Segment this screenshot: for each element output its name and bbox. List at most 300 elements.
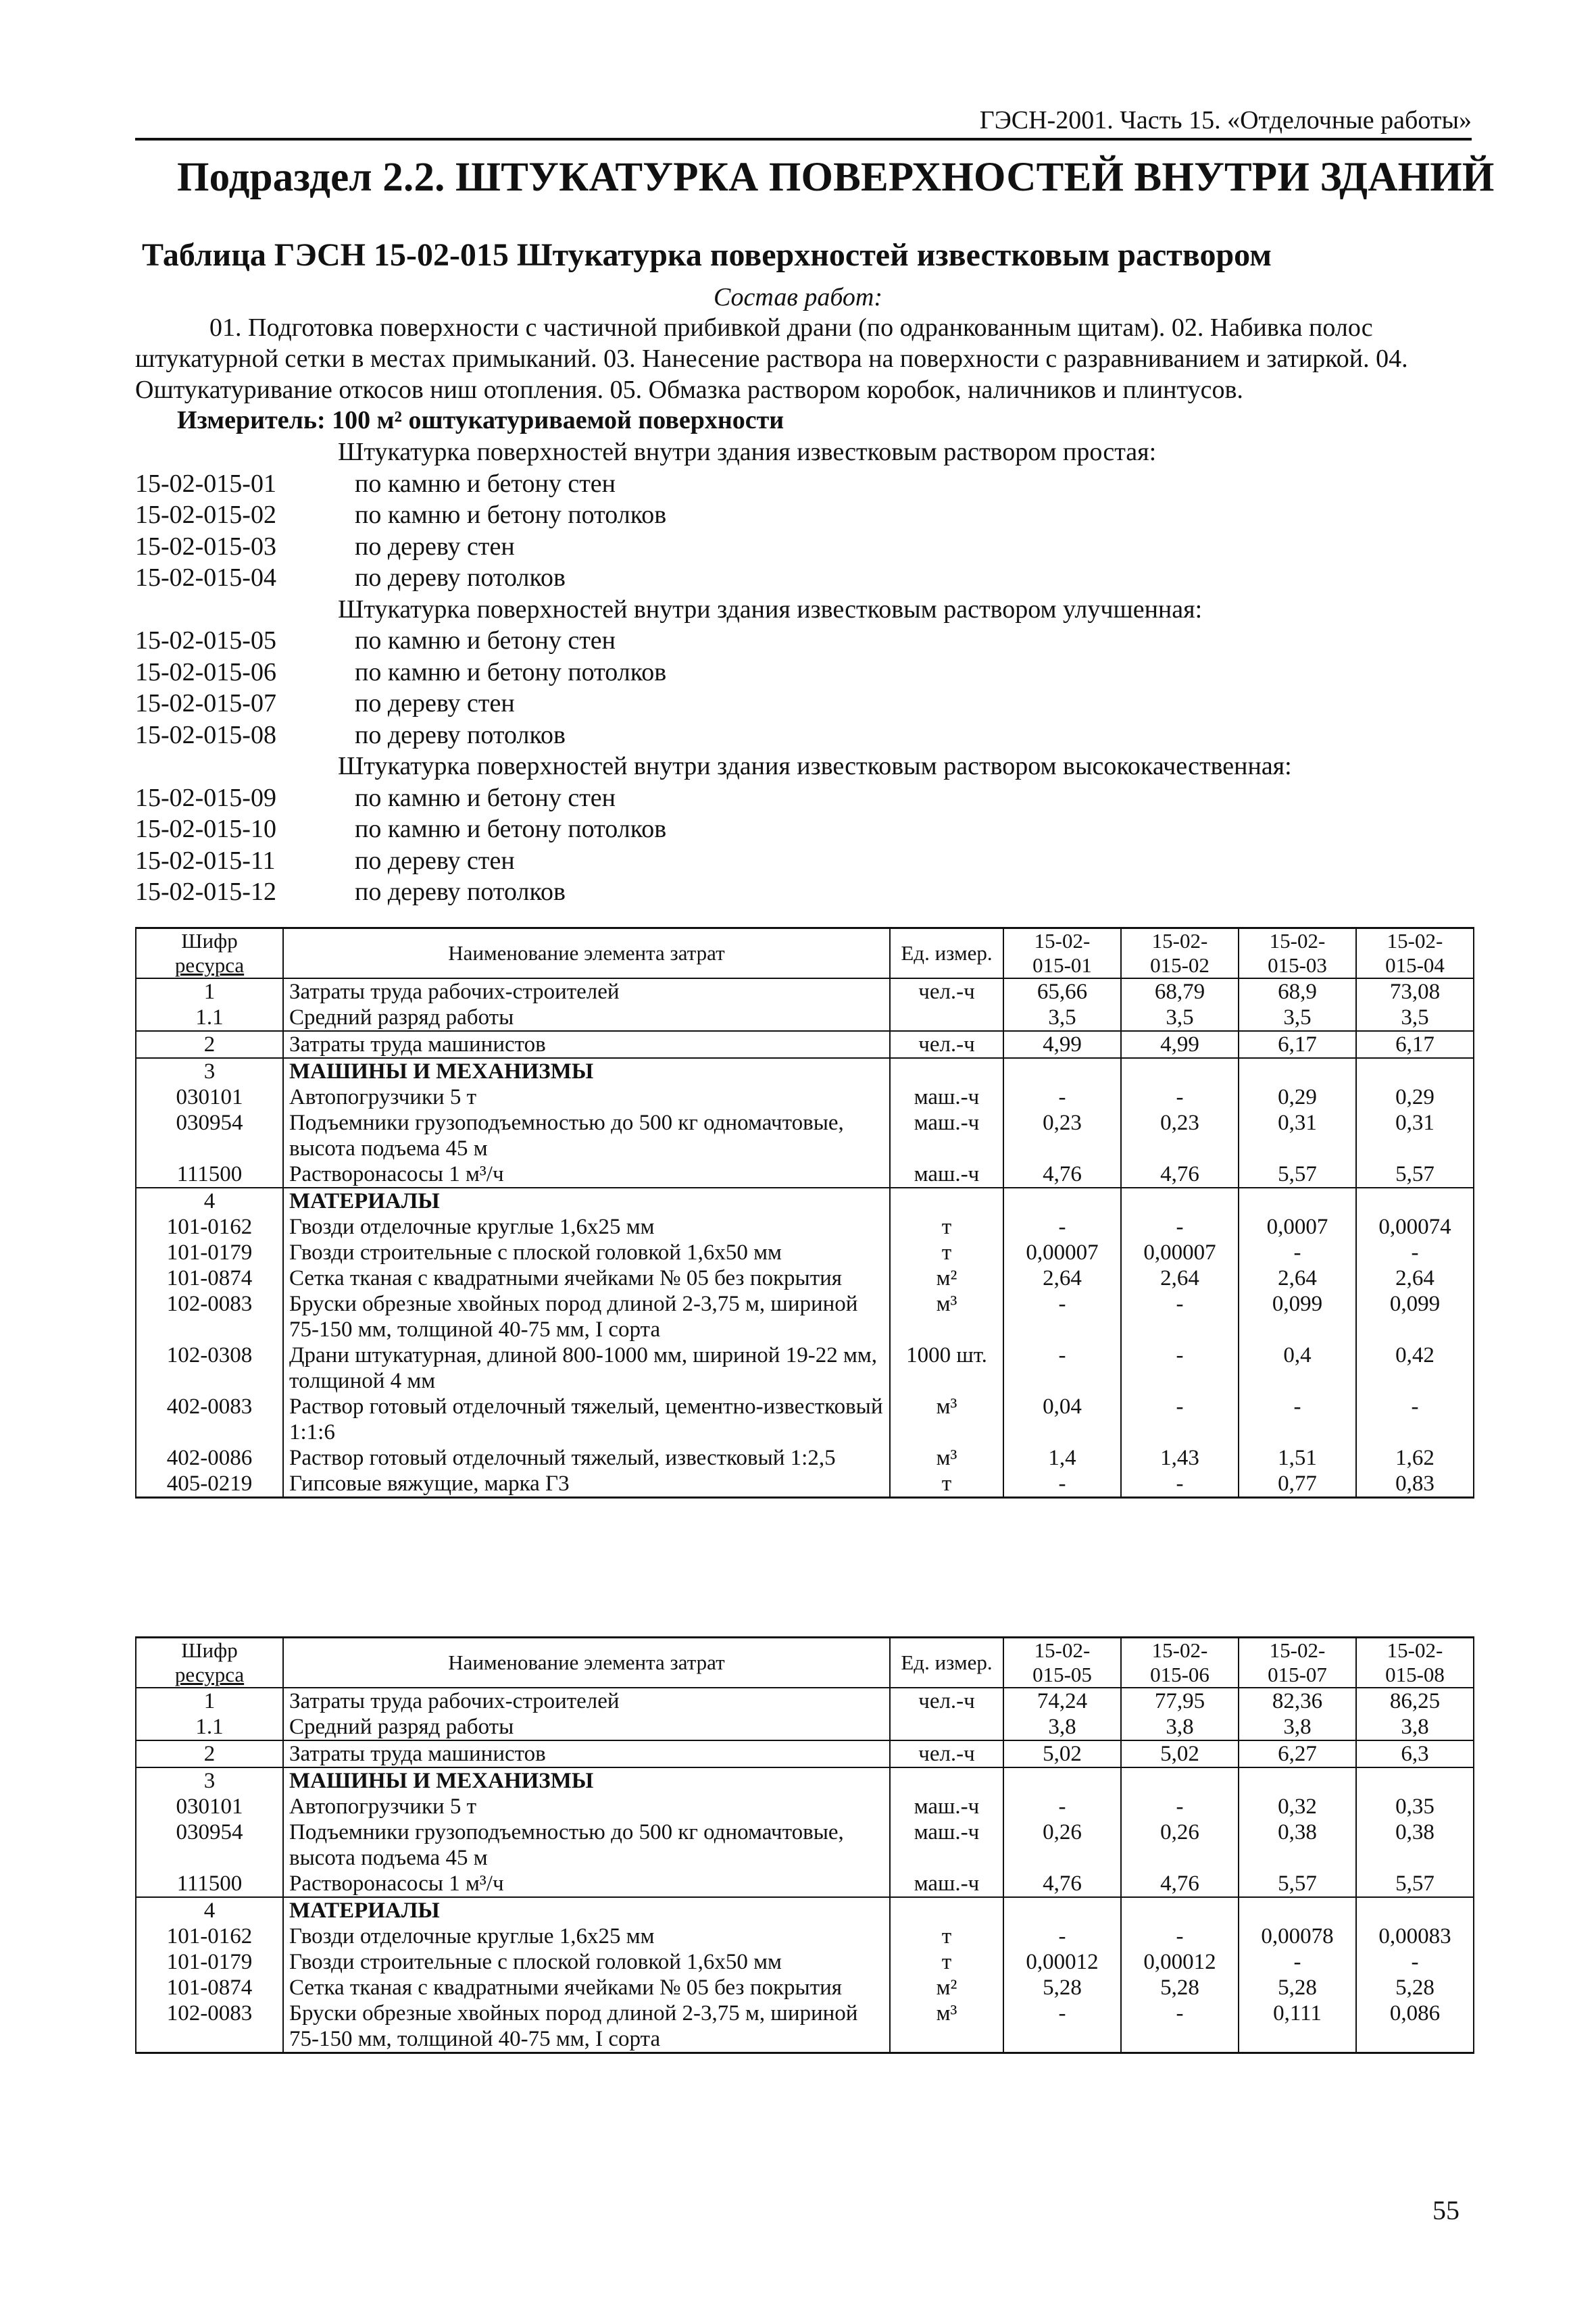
- resource-unit: [890, 1058, 1003, 1084]
- resource-value: 82,36: [1239, 1688, 1356, 1714]
- norm-code-part: 015-01: [1032, 953, 1092, 977]
- resource-unit: м³: [890, 1291, 1003, 1342]
- resource-value: [1003, 1767, 1121, 1794]
- resource-value: 0,26: [1121, 1819, 1239, 1871]
- norm-code-part: 015-02: [1150, 953, 1210, 977]
- resource-value: 0,31: [1239, 1110, 1356, 1161]
- group-heading: Штукатурка поверхностей внутри здания известковым раствором улучшенная:: [338, 595, 1203, 624]
- resource-value: [1239, 1897, 1356, 1923]
- code-list-item: [135, 782, 1472, 814]
- resource-unit: т: [890, 1923, 1003, 1949]
- resource-value: [1121, 1767, 1239, 1794]
- resource-unit: маш.-ч: [890, 1871, 1003, 1897]
- resource-value: -: [1003, 2001, 1121, 2053]
- resource-value: 3,8: [1003, 1714, 1121, 1740]
- norm-code-part: 15-02-: [1034, 929, 1091, 953]
- resource-value: 2,64: [1003, 1265, 1121, 1291]
- header-unit: Ед. измер.: [890, 928, 1003, 979]
- resource-code: 111500: [136, 1161, 283, 1188]
- norm-code-part: 15-02-: [1151, 1638, 1208, 1662]
- header-code-line1: Шифр: [181, 929, 238, 953]
- resource-value: [1356, 1188, 1474, 1214]
- header-norm-code: [1356, 1638, 1474, 1688]
- resource-value: -: [1239, 1394, 1356, 1445]
- resource-value: -: [1003, 1923, 1121, 1949]
- resource-value: 5,28: [1003, 1975, 1121, 2001]
- table-row: [136, 1005, 1474, 1031]
- code-list-item: [135, 688, 1472, 720]
- resource-name: Бруски обрезные хвойных пород длиной 2-3,75 м, шириной 75-150 мм, толщиной 40-75 мм, I сорта: [283, 1291, 890, 1342]
- works-description: [135, 312, 1472, 405]
- resource-value: 86,25: [1356, 1688, 1474, 1714]
- resource-value: 0,111: [1239, 2001, 1356, 2053]
- table-row: [136, 1471, 1474, 1498]
- resource-value: 1,51: [1239, 1445, 1356, 1471]
- resource-code: 030954: [136, 1819, 283, 1871]
- resource-name: Гвозди отделочные круглые 1,6х25 мм: [283, 1214, 890, 1240]
- table-row: [136, 1897, 1474, 1923]
- code-list-item: [135, 562, 1472, 594]
- header-name: Наименование элемента затрат: [283, 928, 890, 979]
- resource-value: 4,76: [1121, 1161, 1239, 1188]
- resource-value: 0,26: [1003, 1819, 1121, 1871]
- header-norm-code: [1239, 1638, 1356, 1688]
- resource-code: 102-0083: [136, 1291, 283, 1342]
- resource-unit: [890, 1188, 1003, 1214]
- resource-unit: м²: [890, 1975, 1003, 2001]
- code-list-item: [135, 499, 1472, 531]
- norm-code-part: 015-04: [1385, 953, 1445, 977]
- resource-name: МАШИНЫ И МЕХАНИЗМЫ: [283, 1058, 890, 1084]
- resource-value: -: [1356, 1394, 1474, 1445]
- resource-name: Автопогрузчики 5 т: [283, 1084, 890, 1110]
- resource-value: 0,23: [1003, 1110, 1121, 1161]
- resource-name: МАТЕРИАЛЫ: [283, 1897, 890, 1923]
- resource-value: 5,57: [1239, 1161, 1356, 1188]
- table-row: [136, 1871, 1474, 1897]
- resource-value: -: [1121, 1084, 1239, 1110]
- resource-code: 030954: [136, 1110, 283, 1161]
- item-description: по камню и бетону стен: [355, 783, 616, 812]
- resource-name: Средний разряд работы: [283, 1005, 890, 1031]
- resource-value: -: [1356, 1949, 1474, 1975]
- running-header: ГЭСН-2001. Часть 15. «Отделочные работы»: [979, 106, 1472, 134]
- resource-code: 101-0162: [136, 1214, 283, 1240]
- resource-unit: т: [890, 1240, 1003, 1265]
- item-code: 15-02-015-06: [135, 657, 276, 686]
- resource-unit: маш.-ч: [890, 1794, 1003, 1819]
- resource-unit: маш.-ч: [890, 1161, 1003, 1188]
- resource-table-1: [135, 927, 1474, 1499]
- resource-code: 402-0083: [136, 1394, 283, 1445]
- item-description: по дереву потолков: [355, 878, 566, 906]
- header-rule: [135, 138, 1472, 141]
- resource-value: 0,29: [1356, 1084, 1474, 1110]
- resource-name: Растворонасосы 1 м³/ч: [283, 1161, 890, 1188]
- resource-value: 0,23: [1121, 1110, 1239, 1161]
- resource-value: 2,64: [1356, 1265, 1474, 1291]
- resource-value: 4,99: [1121, 1031, 1239, 1058]
- resource-value: 0,00012: [1121, 1949, 1239, 1975]
- resource-unit: м³: [890, 2001, 1003, 2053]
- group-heading: Штукатурка поверхностей внутри здания известковым раствором простая:: [338, 438, 1157, 466]
- resource-name: Затраты труда машинистов: [283, 1031, 890, 1058]
- code-list-group: [135, 594, 1472, 626]
- table-row: [136, 1714, 1474, 1740]
- table-row: [136, 1688, 1474, 1714]
- resource-name: Гвозди строительные с плоской головкой 1,6х50 мм: [283, 1240, 890, 1265]
- resource-name: Бруски обрезные хвойных пород длиной 2-3,75 м, шириной 75-150 мм, толщиной 40-75 мм, I сорта: [283, 2001, 890, 2053]
- resource-value: 0,4: [1239, 1342, 1356, 1394]
- resource-value: [1239, 1188, 1356, 1214]
- resource-code: 101-0162: [136, 1923, 283, 1949]
- header-code: [136, 1638, 283, 1688]
- resource-name: Сетка тканая с квадратными ячейками № 05 без покрытия: [283, 1265, 890, 1291]
- resource-name: Подъемники грузоподъемностью до 500 кг одномачтовые, высота подъема 45 м: [283, 1819, 890, 1871]
- table-title: Таблица ГЭСН 15-02-015 Штукатурка поверхностей известковым раствором: [142, 237, 1272, 273]
- table-row: [136, 1084, 1474, 1110]
- resource-value: 3,5: [1356, 1005, 1474, 1031]
- table-row: [136, 1949, 1474, 1975]
- resource-value: [1356, 1767, 1474, 1794]
- resource-unit: т: [890, 1949, 1003, 1975]
- code-list-item: [135, 625, 1472, 657]
- resource-value: 5,57: [1239, 1871, 1356, 1897]
- resource-name: МАШИНЫ И МЕХАНИЗМЫ: [283, 1767, 890, 1794]
- resource-unit: [890, 1005, 1003, 1031]
- resource-value: 3,5: [1121, 1005, 1239, 1031]
- table-row: [136, 1794, 1474, 1819]
- resource-value: -: [1003, 1214, 1121, 1240]
- resource-value: 6,3: [1356, 1740, 1474, 1767]
- resource-value: 0,099: [1356, 1291, 1474, 1342]
- resource-code: 4: [136, 1897, 283, 1923]
- resource-value: 5,57: [1356, 1161, 1474, 1188]
- resource-unit: чел.-ч: [890, 1740, 1003, 1767]
- item-description: по дереву стен: [355, 532, 515, 561]
- table-row: [136, 1240, 1474, 1265]
- norm-code-part: 015-08: [1385, 1663, 1445, 1686]
- resource-value: -: [1121, 1342, 1239, 1394]
- resource-code: 101-0179: [136, 1240, 283, 1265]
- resource-code: 3: [136, 1058, 283, 1084]
- norm-code-part: 15-02-: [1034, 1638, 1091, 1662]
- resource-name: Гипсовые вяжущие, марка Г3: [283, 1471, 890, 1498]
- resource-name: Средний разряд работы: [283, 1714, 890, 1740]
- resource-unit: т: [890, 1214, 1003, 1240]
- resource-unit: [890, 1767, 1003, 1794]
- item-description: по дереву потолков: [355, 563, 566, 592]
- code-list-item: [135, 813, 1472, 845]
- code-list-group: [135, 436, 1472, 468]
- resource-unit: [890, 1897, 1003, 1923]
- table-row: [136, 1031, 1474, 1058]
- resource-value: [1239, 1058, 1356, 1084]
- resource-name: Растворонасосы 1 м³/ч: [283, 1871, 890, 1897]
- resource-value: [1003, 1188, 1121, 1214]
- group-heading: Штукатурка поверхностей внутри здания известковым раствором высококачественная:: [338, 752, 1292, 780]
- resource-unit: м³: [890, 1394, 1003, 1445]
- resource-name: МАТЕРИАЛЫ: [283, 1188, 890, 1214]
- code-list-item: [135, 657, 1472, 688]
- resource-value: 0,32: [1239, 1794, 1356, 1819]
- code-list-item: [135, 531, 1472, 563]
- header-norm-code: [1121, 928, 1239, 979]
- resource-unit: чел.-ч: [890, 978, 1003, 1005]
- table-row: [136, 1291, 1474, 1342]
- resource-value: 6,17: [1356, 1031, 1474, 1058]
- table-row: [136, 978, 1474, 1005]
- code-list-item: [135, 468, 1472, 500]
- table-row: [136, 1445, 1474, 1471]
- header-norm-code: [1003, 1638, 1121, 1688]
- resource-value: 0,099: [1239, 1291, 1356, 1342]
- item-code: 15-02-015-12: [135, 878, 276, 906]
- resource-value: 77,95: [1121, 1688, 1239, 1714]
- resource-value: [1121, 1058, 1239, 1084]
- resource-unit: чел.-ч: [890, 1031, 1003, 1058]
- resource-value: 0,00074: [1356, 1214, 1474, 1240]
- resource-value: -: [1121, 2001, 1239, 2053]
- resource-name: Затраты труда рабочих-строителей: [283, 1688, 890, 1714]
- table-row: [136, 1767, 1474, 1794]
- measurer: Измеритель: 100 м² оштукатуриваемой поверхности: [177, 406, 784, 434]
- header-code-line2: ресурса: [174, 953, 245, 977]
- header-row: [136, 1638, 1474, 1688]
- resource-name: Автопогрузчики 5 т: [283, 1794, 890, 1819]
- resource-value: -: [1356, 1240, 1474, 1265]
- resource-code: 3: [136, 1767, 283, 1794]
- header-unit: Ед. измер.: [890, 1638, 1003, 1688]
- resource-value: -: [1121, 1291, 1239, 1342]
- resource-value: -: [1239, 1949, 1356, 1975]
- resource-code: 402-0086: [136, 1445, 283, 1471]
- resource-value: -: [1003, 1794, 1121, 1819]
- item-description: по дереву стен: [355, 846, 515, 875]
- resource-value: 73,08: [1356, 978, 1474, 1005]
- resource-code: 101-0179: [136, 1949, 283, 1975]
- resource-value: [1121, 1188, 1239, 1214]
- table-row: [136, 1058, 1474, 1084]
- resource-value: 0,0007: [1239, 1214, 1356, 1240]
- resource-code: 405-0219: [136, 1471, 283, 1498]
- resource-value: 3,8: [1239, 1714, 1356, 1740]
- resource-value: 4,76: [1003, 1871, 1121, 1897]
- resource-table-2: [135, 1636, 1474, 2054]
- resource-code: 101-0874: [136, 1265, 283, 1291]
- resource-value: 5,57: [1356, 1871, 1474, 1897]
- header-norm-code: [1356, 928, 1474, 979]
- resource-value: 0,086: [1356, 2001, 1474, 2053]
- code-list-group: [135, 751, 1472, 782]
- resource-name: Раствор готовый отделочный тяжелый, известковый 1:2,5: [283, 1445, 890, 1471]
- item-code: 15-02-015-03: [135, 532, 276, 561]
- resource-value: -: [1121, 1794, 1239, 1819]
- resource-code: 1: [136, 1688, 283, 1714]
- resource-code: 111500: [136, 1871, 283, 1897]
- resource-value: [1121, 1897, 1239, 1923]
- works-caption: Состав работ:: [713, 283, 883, 311]
- resource-code: 030101: [136, 1084, 283, 1110]
- resource-value: 5,28: [1121, 1975, 1239, 2001]
- norm-code-part: 15-02-: [1387, 1638, 1443, 1662]
- resource-code: 4: [136, 1188, 283, 1214]
- item-code: 15-02-015-10: [135, 815, 276, 843]
- table-row: [136, 1923, 1474, 1949]
- resource-value: 0,77: [1239, 1471, 1356, 1498]
- resource-code: 1.1: [136, 1005, 283, 1031]
- resource-code: 030101: [136, 1794, 283, 1819]
- resource-value: 1,43: [1121, 1445, 1239, 1471]
- table-row: [136, 1214, 1474, 1240]
- norm-code-part: 15-02-: [1269, 1638, 1326, 1662]
- item-description: по дереву стен: [355, 689, 515, 718]
- resource-code: 2: [136, 1740, 283, 1767]
- resource-value: 2,64: [1239, 1265, 1356, 1291]
- resource-value: [1356, 1058, 1474, 1084]
- resource-name: Затраты труда машинистов: [283, 1740, 890, 1767]
- resource-code: 1: [136, 978, 283, 1005]
- item-description: по камню и бетону потолков: [355, 815, 667, 843]
- norm-code-part: 015-05: [1032, 1663, 1092, 1686]
- resource-value: 3,8: [1356, 1714, 1474, 1740]
- header-norm-code: [1003, 928, 1121, 979]
- resource-value: 0,35: [1356, 1794, 1474, 1819]
- resource-name: Драни штукатурная, длиной 800-1000 мм, шириной 19-22 мм, толщиной 4 мм: [283, 1342, 890, 1394]
- item-code: 15-02-015-02: [135, 501, 276, 529]
- resource-value: 0,38: [1356, 1819, 1474, 1871]
- resource-value: 3,5: [1003, 1005, 1121, 1031]
- resource-value: 0,00012: [1003, 1949, 1121, 1975]
- norm-code-part: 015-07: [1268, 1663, 1327, 1686]
- table-row: [136, 1975, 1474, 2001]
- resource-value: 0,38: [1239, 1819, 1356, 1871]
- norm-code-part: 015-03: [1268, 953, 1327, 977]
- resource-value: 4,76: [1121, 1871, 1239, 1897]
- table-row: [136, 1265, 1474, 1291]
- resource-code: 102-0083: [136, 2001, 283, 2053]
- header-norm-code: [1239, 928, 1356, 979]
- resource-code: 1.1: [136, 1714, 283, 1740]
- resource-value: 6,27: [1239, 1740, 1356, 1767]
- table-row: [136, 1394, 1474, 1445]
- item-code: 15-02-015-01: [135, 469, 276, 498]
- code-list-item: [135, 876, 1472, 908]
- table-row: [136, 1740, 1474, 1767]
- resource-value: 0,00078: [1239, 1923, 1356, 1949]
- resource-value: -: [1121, 1394, 1239, 1445]
- resource-name: Подъемники грузоподъемностью до 500 кг одномачтовые, высота подъема 45 м: [283, 1110, 890, 1161]
- resource-name: Раствор готовый отделочный тяжелый, цементно-известковый 1:1:6: [283, 1394, 890, 1445]
- table-row: [136, 1161, 1474, 1188]
- header-code-line2: ресурса: [174, 1663, 245, 1686]
- resource-value: 0,00007: [1121, 1240, 1239, 1265]
- resource-value: 68,79: [1121, 978, 1239, 1005]
- table-row: [136, 1188, 1474, 1214]
- item-code: 15-02-015-05: [135, 626, 276, 655]
- table-row: [136, 1110, 1474, 1161]
- code-list: [135, 436, 1472, 908]
- item-code: 15-02-015-11: [135, 846, 276, 875]
- header-name: Наименование элемента затрат: [283, 1638, 890, 1688]
- resource-value: 4,76: [1003, 1161, 1121, 1188]
- header-code-line1: Шифр: [181, 1638, 238, 1662]
- resource-value: 5,02: [1003, 1740, 1121, 1767]
- resource-name: Сетка тканая с квадратными ячейками № 05 без покрытия: [283, 1975, 890, 2001]
- item-code: 15-02-015-08: [135, 720, 276, 749]
- item-description: по камню и бетону потолков: [355, 657, 667, 686]
- header-row: [136, 928, 1474, 979]
- item-description: по камню и бетону стен: [355, 469, 616, 498]
- page-number: 55: [1432, 2195, 1460, 2225]
- item-code: 15-02-015-09: [135, 783, 276, 812]
- item-code: 15-02-015-07: [135, 689, 276, 718]
- resource-value: [1003, 1897, 1121, 1923]
- header-norm-code: [1121, 1638, 1239, 1688]
- resource-value: -: [1003, 1291, 1121, 1342]
- resource-unit: чел.-ч: [890, 1688, 1003, 1714]
- norm-code-part: 15-02-: [1269, 929, 1326, 953]
- resource-value: 0,00007: [1003, 1240, 1121, 1265]
- works-text: 01. Подготовка поверхности с частичной прибивкой драни (по одранкованным щитам). 02. Набивка полос штукатурной сетки в местах примыканий. 03. Нанесение раствора на поверхности с разравниванием и затиркой. 04. Оштукатуривание откосов ниш отопления. 05. Обмазка раствором коробок, наличников и плинтусов.: [135, 313, 1408, 404]
- resource-value: 0,42: [1356, 1342, 1474, 1394]
- resource-value: 0,31: [1356, 1110, 1474, 1161]
- resource-value: -: [1121, 1214, 1239, 1240]
- resource-value: 5,28: [1239, 1975, 1356, 2001]
- resource-unit: м²: [890, 1265, 1003, 1291]
- norm-code-part: 15-02-: [1387, 929, 1443, 953]
- header-code: [136, 928, 283, 979]
- table-row: [136, 2001, 1474, 2053]
- resource-value: [1239, 1767, 1356, 1794]
- resource-value: 68,9: [1239, 978, 1356, 1005]
- resource-code: 101-0874: [136, 1975, 283, 2001]
- item-description: по камню и бетону потолков: [355, 501, 667, 529]
- resource-name: Гвозди отделочные круглые 1,6х25 мм: [283, 1923, 890, 1949]
- resource-value: -: [1121, 1471, 1239, 1498]
- resource-name: Затраты труда рабочих-строителей: [283, 978, 890, 1005]
- resource-code: 102-0308: [136, 1342, 283, 1394]
- resource-value: 0,04: [1003, 1394, 1121, 1445]
- table-row: [136, 1342, 1474, 1394]
- resource-value: -: [1003, 1342, 1121, 1394]
- item-description: по дереву потолков: [355, 720, 566, 749]
- resource-value: -: [1121, 1923, 1239, 1949]
- item-code: 15-02-015-04: [135, 563, 276, 592]
- resource-value: -: [1239, 1240, 1356, 1265]
- resource-value: 0,83: [1356, 1471, 1474, 1498]
- resource-value: 2,64: [1121, 1265, 1239, 1291]
- resource-code: 2: [136, 1031, 283, 1058]
- code-list-item: [135, 720, 1472, 751]
- resource-value: -: [1003, 1471, 1121, 1498]
- resource-value: 1,4: [1003, 1445, 1121, 1471]
- item-description: по камню и бетону стен: [355, 626, 616, 655]
- resource-value: 5,28: [1356, 1975, 1474, 2001]
- resource-value: 4,99: [1003, 1031, 1121, 1058]
- resource-unit: м³: [890, 1445, 1003, 1471]
- resource-value: -: [1003, 1084, 1121, 1110]
- resource-value: 3,8: [1121, 1714, 1239, 1740]
- resource-value: 74,24: [1003, 1688, 1121, 1714]
- code-list-item: [135, 845, 1472, 877]
- resource-unit: 1000 шт.: [890, 1342, 1003, 1394]
- resource-unit: маш.-ч: [890, 1110, 1003, 1161]
- resource-value: 3,5: [1239, 1005, 1356, 1031]
- resource-value: [1356, 1897, 1474, 1923]
- resource-value: [1003, 1058, 1121, 1084]
- resource-unit: маш.-ч: [890, 1819, 1003, 1871]
